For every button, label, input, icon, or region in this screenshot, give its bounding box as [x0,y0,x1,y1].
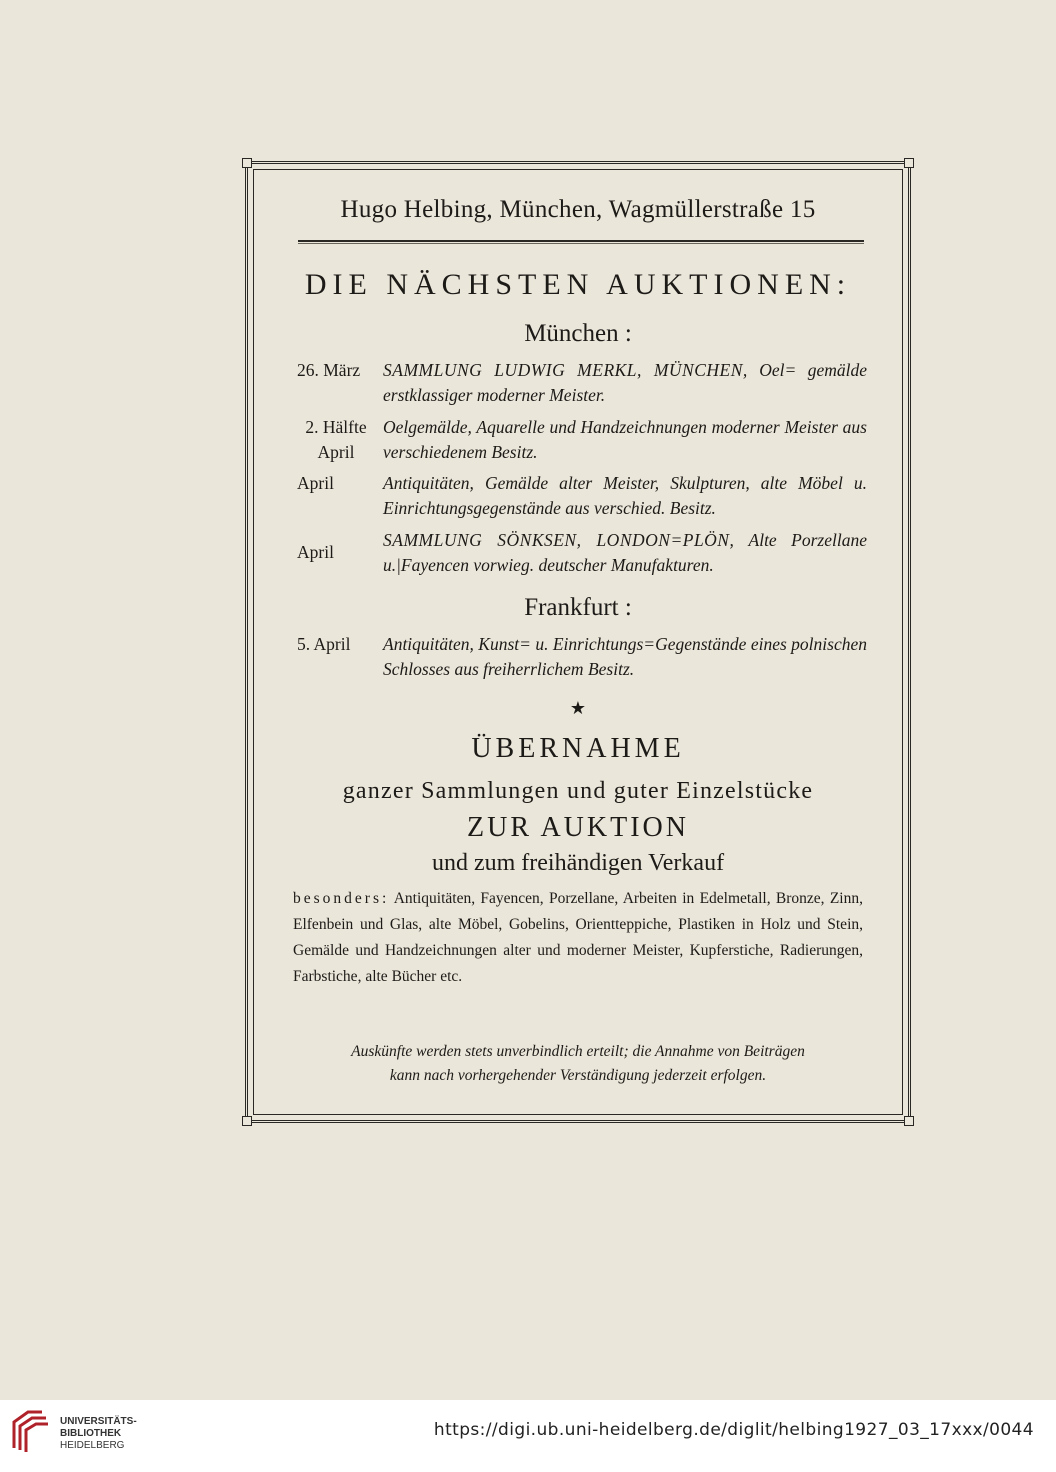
offer-heading: ÜBERNAHME [471,733,685,764]
footnote-line: kann nach vorhergehender Verständigung jederzeit erfolgen. [389,1067,767,1084]
footnote [280,1040,876,1088]
library-name-line: BIBLIOTHEK [60,1428,122,1439]
offer-items-list: Antiquitäten, Fayencen, Porzellane, Arbeiten in Edelmetall, Bronze, Zinn, Elfenbein und Glas, alte Möbel, Gobelins, Orientteppiche, Plastiken in Holz und Stein, Gemälde und Handzeichnungen alter und moderner Meister, Kupferstiche, Radierungen, Farbstiche, alte Bücher etc. [293,890,863,985]
auction-description: Antiquitäten, Gemälde alter Meister, Skulpturen, alte Möbel u. Einrichtungsgegenstände aus verschied. Besitz. [383,473,867,518]
auction-house-header: Hugo Helbing, München, Wagmüllerstraße 15 [340,196,816,223]
corner-ornament [242,1116,252,1126]
header-rule [298,240,864,242]
corner-ornament [904,1116,914,1126]
auction-entry [297,358,867,410]
footnote-line: Auskünfte werden stets unverbindlich erteilt; die Annahme von Beiträgen [351,1043,805,1060]
star-ornament: ★ [569,698,587,718]
offer-items-lead: besonders: [293,890,390,907]
auction-date: April [297,542,334,562]
library-logo-icon [10,1408,50,1454]
city-heading-munich: München : [524,320,632,347]
offer-subheading: ganzer Sammlungen und guter Einzelstücke [342,778,814,804]
permalink-url[interactable]: https://digi.ub.uni-heidelberg.de/diglit/helbing1927_03_17xxx/0044 [433,1420,1034,1440]
offer-items-paragraph [293,886,863,990]
offer-subheading-sale: und zum freihändigen Verkauf [431,850,725,876]
offer-heading-auction: ZUR AUKTION [467,812,689,843]
library-name-line: HEIDELBERG [60,1440,125,1451]
auction-entry [297,632,867,684]
library-name-line: UNIVERSITÄTS- [60,1416,137,1427]
auction-date: 2. Hälfte April [305,417,367,462]
city-heading-frankfurt: Frankfurt : [524,594,632,621]
corner-ornament [904,158,914,168]
auction-description [383,358,867,408]
header-rule-thin [298,243,864,244]
auction-date: April [297,473,334,493]
viewer-footer-bar [0,1400,1056,1472]
auction-description: Antiquitäten, Kunst= u. Einrichtungs=Gegenstände eines polnischen Schlosses aus freiherrlichem Besitz. [383,634,867,679]
auction-date: 26. März [297,360,361,380]
collection-name: SAMMLUNG SÖNKSEN, LONDON=PLÖN, [383,530,735,550]
auction-date: 5. April [297,634,351,654]
auction-text: Oel= gemälde erstklassiger moderner Meister. [383,360,867,405]
page-title: DIE NÄCHSTEN AUKTIONEN: [304,268,852,301]
corner-ornament [242,158,252,168]
library-name [60,1416,137,1452]
auction-description [383,528,867,578]
auction-entry [297,415,867,467]
auction-entry [297,528,867,580]
collection-name: SAMMLUNG LUDWIG MERKL, MÜNCHEN, [383,360,748,380]
auction-entry [297,471,867,523]
auction-description: Oelgemälde, Aquarelle und Handzeichnungen moderner Meister aus verschiedenem Besitz. [383,417,867,462]
auction-text: Alte Porzellane u.|Fayencen vorwieg. deutscher Manufakturen. [383,530,867,575]
